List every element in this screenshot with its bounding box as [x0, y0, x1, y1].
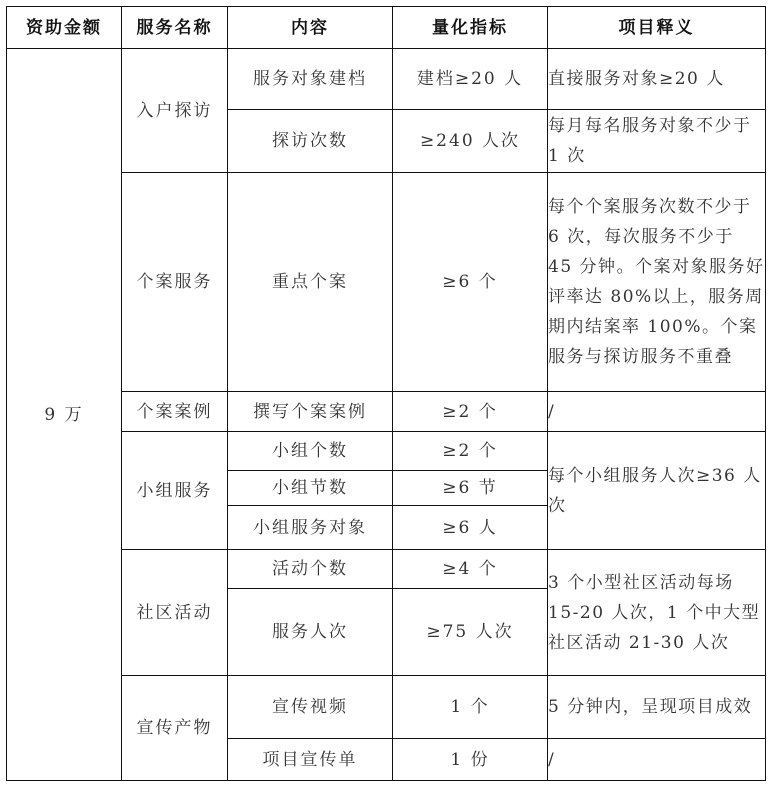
- header-funding-amount: 资助金额: [7, 7, 122, 49]
- indicator-cell: ≥240 人次: [393, 110, 548, 173]
- indicator-cell: ≥6 节: [393, 471, 548, 506]
- content-cell: 服务人次: [228, 589, 393, 676]
- indicator-cell: ≥2 个: [393, 432, 548, 471]
- funding-amount-cell: 9 万: [7, 49, 122, 781]
- note-cell: /: [548, 739, 766, 781]
- content-cell: 小组节数: [228, 471, 393, 506]
- indicator-cell: 1 份: [393, 739, 548, 781]
- header-row: [7, 7, 766, 49]
- content-cell: 探访次数: [228, 110, 393, 173]
- content-cell: 项目宣传单: [228, 739, 393, 781]
- indicator-cell: ≥4 个: [393, 550, 548, 589]
- note-cell: 直接服务对象≥20 人: [548, 49, 766, 110]
- note-cell: 每个个案服务次数不少于 6 次，每次服务不少于 45 分钟。个案对象服务好评率达 80%以上，服务周期内结案率 100%。个案服务与探访服务不重叠: [548, 173, 766, 392]
- note-cell: 每个小组服务人次≥36 人次: [548, 432, 766, 550]
- indicator-cell: ≥6 个: [393, 173, 548, 392]
- service-name-cell: 个案案例: [122, 392, 228, 432]
- content-cell: 重点个案: [228, 173, 393, 392]
- table-row: [7, 49, 766, 110]
- indicator-cell: 1 个: [393, 676, 548, 739]
- content-cell: 小组服务对象: [228, 506, 393, 550]
- header-content: 内容: [228, 7, 393, 49]
- service-name-cell: 社区活动: [122, 550, 228, 676]
- service-name-cell: 入户探访: [122, 49, 228, 173]
- indicator-cell: 建档≥20 人: [393, 49, 548, 110]
- service-name-cell: 个案服务: [122, 173, 228, 392]
- note-cell: /: [548, 392, 766, 432]
- indicator-cell: ≥75 人次: [393, 589, 548, 676]
- note-cell: 3 个小型社区活动每场 15-20 人次，1 个中大型社区活动 21-30 人次: [548, 550, 766, 676]
- indicator-cell: ≥6 人: [393, 506, 548, 550]
- content-cell: 撰写个案案例: [228, 392, 393, 432]
- indicator-cell: ≥2 个: [393, 392, 548, 432]
- content-cell: 宣传视频: [228, 676, 393, 739]
- header-note: 项目释义: [548, 7, 766, 49]
- note-cell: 5 分钟内，呈现项目成效: [548, 676, 766, 739]
- content-cell: 活动个数: [228, 550, 393, 589]
- content-cell: 服务对象建档: [228, 49, 393, 110]
- note-cell: 每月每名服务对象不少于 1 次: [548, 110, 766, 173]
- header-indicator: 量化指标: [393, 7, 548, 49]
- service-name-cell: 小组服务: [122, 432, 228, 550]
- header-service-name: 服务名称: [122, 7, 228, 49]
- service-indicator-table: [6, 6, 766, 781]
- content-cell: 小组个数: [228, 432, 393, 471]
- service-name-cell: 宣传产物: [122, 676, 228, 781]
